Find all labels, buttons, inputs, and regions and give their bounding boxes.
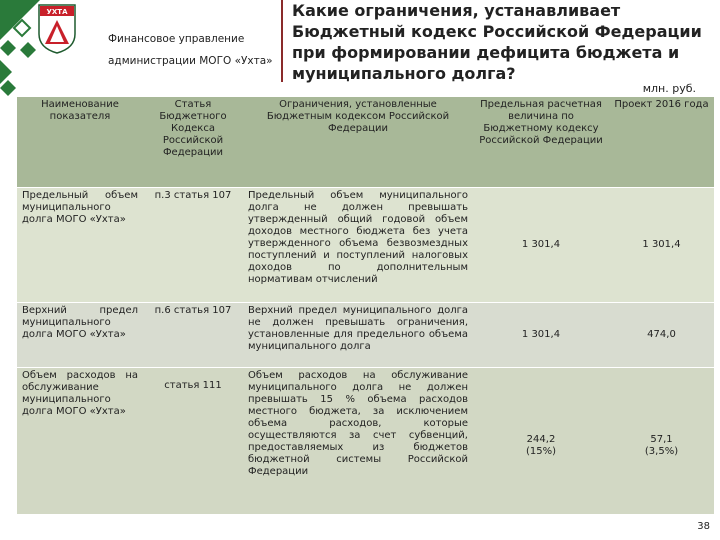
restriction-text: Предельный объем муниципального долга не должен превышать утвержденный общий годовой объем доходов местного бюджета без учета утвержденного объема безвозмездных поступлений и поступлений налоговых доходов по дополнительным нормативам отчислений	[243, 188, 473, 303]
project-value: 1 301,4	[609, 188, 714, 303]
code-article: п.6 статья 107	[143, 303, 243, 368]
restriction-text: Объем расходов на обслуживание муниципального долга не должен превышать 15 % объема расходов местного бюджета, за исключением объема расходов, которые осуществляются за счет субвенций, предоставляемых из бюджетов бюджетной системы Российской Федерации	[243, 368, 473, 515]
page-number: 38	[697, 521, 710, 532]
limit-value: 1 301,4	[473, 188, 609, 303]
org-name-line1: Финансовое управление	[108, 33, 245, 45]
table-header-row	[17, 97, 714, 188]
limit-cell	[473, 368, 609, 515]
project-percent: (3,5%)	[644, 446, 679, 457]
limit-percent: (15%)	[525, 446, 557, 457]
table-row	[17, 188, 714, 303]
header-divider	[281, 0, 283, 82]
crest-text: УХТА	[46, 8, 68, 16]
org-name-line2: администрации МОГО «Ухта»	[108, 55, 273, 67]
limit-value: 1 301,4	[473, 303, 609, 368]
column-header: Статья Бюджетного Кодекса Российской Федерации	[143, 97, 243, 188]
column-header: Проект 2016 года	[609, 97, 714, 188]
code-article: статья 111	[143, 368, 243, 515]
column-header: Наименование показателя	[17, 97, 143, 188]
city-crest-icon	[38, 4, 76, 54]
page-title: Какие ограничения, устанавливает Бюджетный кодекс Российской Федерации при формировании дефицита бюджета и муниципального долга?	[292, 1, 702, 83]
table-row	[17, 368, 714, 515]
code-article: п.3 статья 107	[143, 188, 243, 303]
column-header: Ограничения, установленные Бюджетным кодексом Российской Федерации	[243, 97, 473, 188]
indicator-name: Верхний предел муниципального долга МОГО «Ухта»	[17, 303, 143, 368]
project-value: 474,0	[609, 303, 714, 368]
indicator-name: Предельный объем муниципального долга МОГО «Ухта»	[17, 188, 143, 303]
restrictions-table	[17, 97, 714, 514]
table-row	[17, 303, 714, 368]
unit-label: млн. руб.	[642, 82, 696, 95]
column-header: Предельная расчетная величина по Бюджетному кодексу Российской Федерации	[473, 97, 609, 188]
project-value: 57,1	[650, 434, 673, 445]
project-cell	[609, 368, 714, 515]
restriction-text: Верхний предел муниципального долга не должен превышать ограничения, установленные для предельного объема муниципального долга	[243, 303, 473, 368]
limit-value: 244,2	[526, 434, 556, 445]
indicator-name: Объем расходов на обслуживание муниципального долга МОГО «Ухта»	[17, 368, 143, 515]
